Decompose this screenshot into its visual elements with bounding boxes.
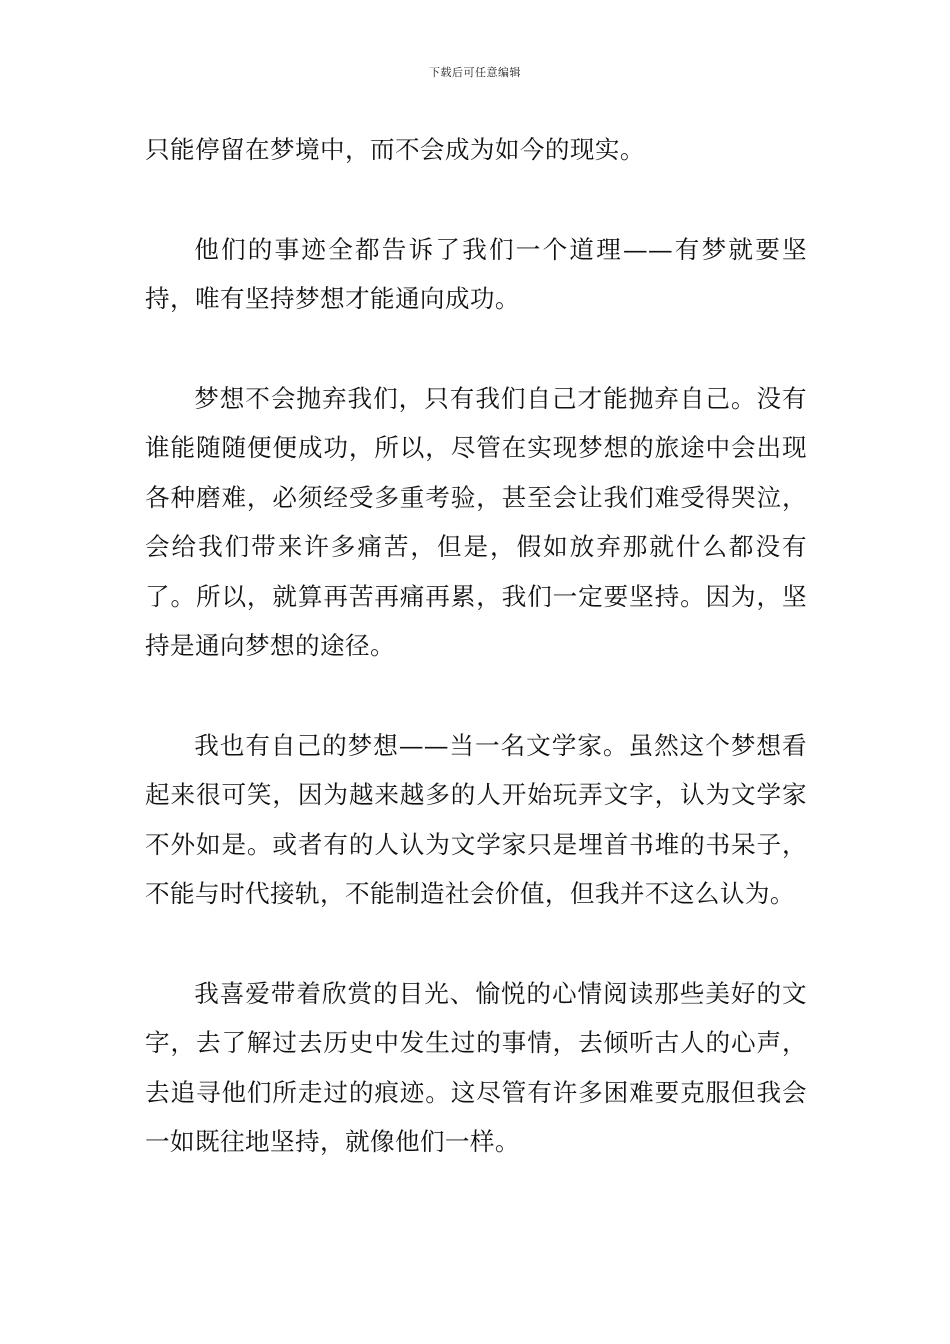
paragraph-spacer [145, 324, 807, 374]
paragraph-spacer [145, 919, 807, 969]
paragraph-2: 他们的事迹全都告诉了我们一个道理——有梦就要坚持，唯有坚持梦想才能通向成功。 [145, 234, 807, 313]
document-body [145, 125, 807, 1167]
paragraph-spacer [145, 175, 807, 225]
paragraph-4: 我也有自己的梦想——当一名文学家。虽然这个梦想看起来很可笑，因为越来越多的人开始玩弄文字，认为文学家不外如是。或者有的人认为文学家只是埋首书堆的书呆子，不能与时代接轨，不能制造社会价值，但我并不这么认为。 [145, 730, 807, 908]
page-header-note: 下载后可任意编辑 [429, 66, 521, 79]
paragraph-5: 我喜爱带着欣赏的目光、愉悦的心情阅读那些美好的文字，去了解过去历史中发生过的事情，去倾听古人的心声，去追寻他们所走过的痕迹。这尽管有许多困难要克服但我会一如既往地坚持，就像他们一样。 [145, 978, 807, 1156]
paragraph-3: 梦想不会抛弃我们，只有我们自己才能抛弃自己。没有谁能随随便便成功，所以，尽管在实现梦想的旅途中会出现各种磨难，必须经受多重考验，甚至会让我们难受得哭泣，会给我们带来许多痛苦，但是，假如放弃那就什么都没有了。所以，就算再苦再痛再累，我们一定要坚持。因为，坚持是通向梦想的途径。 [145, 383, 807, 660]
paragraph-spacer [145, 671, 807, 721]
paragraph-1: 只能停留在梦境中，而不会成为如今的现实。 [145, 135, 645, 164]
